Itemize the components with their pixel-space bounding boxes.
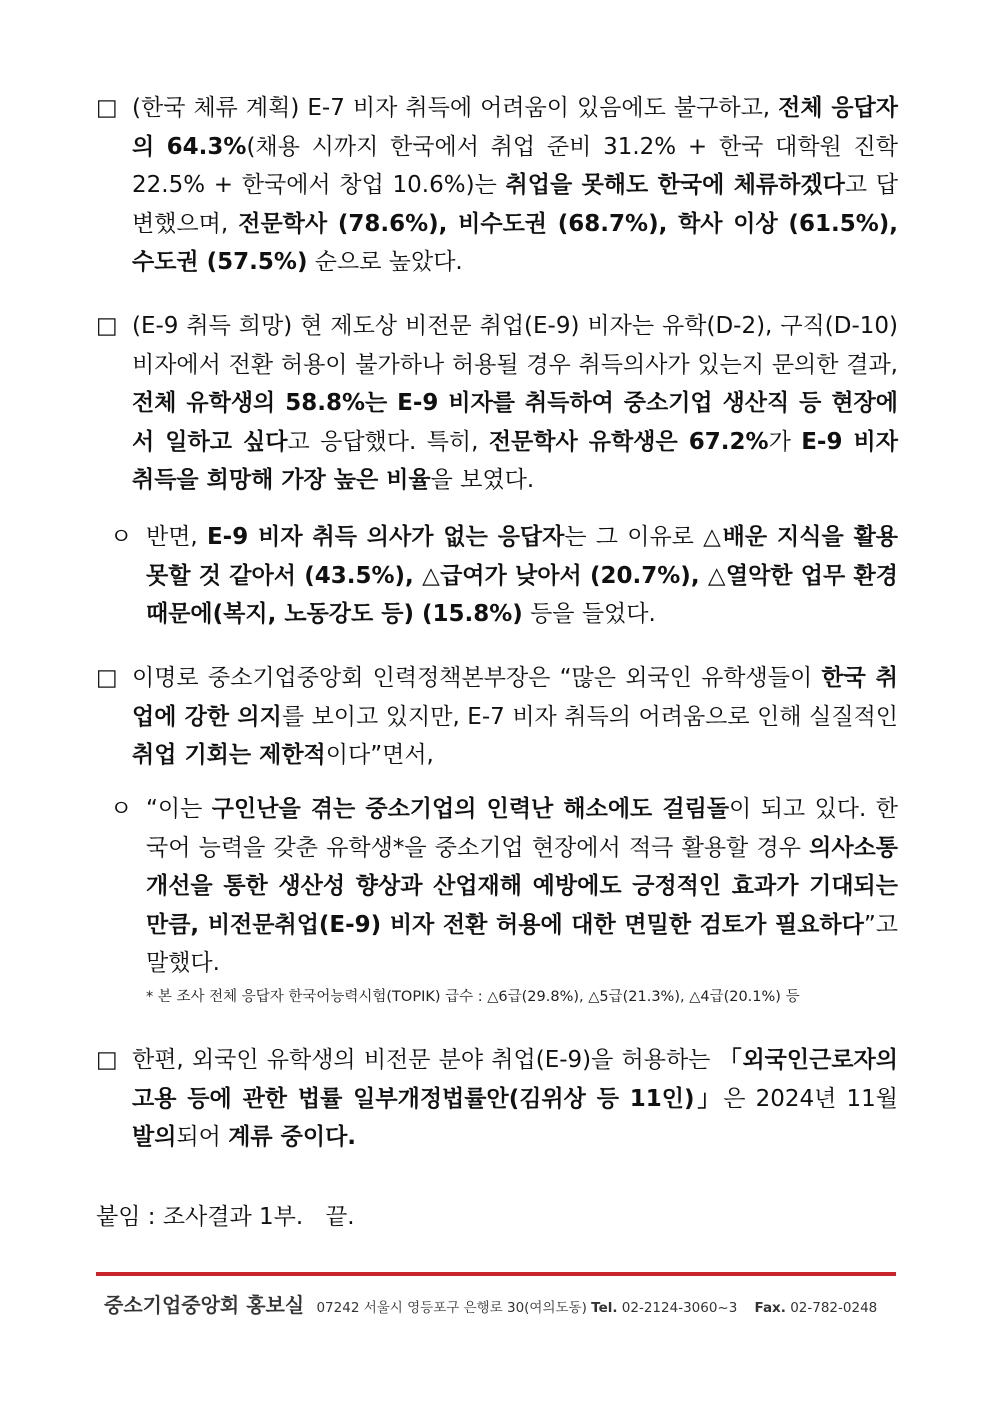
bold-segment: 한국 취업에 강한 의지 — [132, 665, 898, 730]
text-segment: 를 보이고 있지만, E-7 비자 취득의 어려움으로 인해 실질적인 — [281, 703, 899, 730]
paragraph-body — [132, 659, 898, 775]
bold-segment: E-9 비자 취득을 희망해 가장 높은 비율 — [132, 428, 898, 493]
bold-segment: 취업 기회는 제한적 — [132, 742, 326, 768]
footer-tel-label: Tel. — [591, 1300, 618, 1316]
text-segment: 고 응답했다. 특히, — [287, 428, 489, 455]
text-segment: (E-9 취득 희망) 현 제도상 비전문 취업(E-9) 비자는 유학(D-2), 구직(D-10) 비자에서 전환 허용이 불가하나 허용될 경우 취득의사가 있는지 문의한 결과, — [132, 313, 898, 378]
square-bullet: □ — [96, 665, 118, 691]
attachment-closing: 붙임 : 조사결과 1부. 끝. — [96, 1204, 355, 1230]
text-segment: 을 보였다. — [430, 467, 535, 493]
text-segment: 이명로 중소기업중앙회 인력정책본부장은 “많은 외국인 유학생들이 — [132, 665, 822, 691]
text-segment: (한국 체류 계획) E-7 비자 취득에 어려움이 있음에도 불구하고, — [132, 95, 779, 121]
paragraph-e9-hope — [96, 307, 898, 500]
text-segment: 되어 — [176, 1124, 229, 1150]
paragraph-body — [146, 518, 898, 634]
footer-fax-label: Fax. — [754, 1300, 786, 1316]
bold-segment: 계류 중이다. — [228, 1124, 357, 1150]
bold-segment: 전문학사 유학생은 67.2% — [488, 428, 769, 455]
bold-segment: 전체 응답자의 64.3% — [132, 95, 898, 160]
text-segment: (채용 시까지 한국에서 취업 준비 31.2% + 한국 대학원 진학 22.5% + 한국에서 창업 10.6%)는 — [132, 133, 898, 198]
square-bullet: □ — [96, 1047, 118, 1073]
text-segment: “이는 — [146, 796, 212, 822]
bold-segment: 발의 — [132, 1124, 177, 1150]
text-segment: 한편, 외국인 유학생의 비전문 분야 취업(E-9)을 허용하는 — [132, 1047, 719, 1073]
footnote-topik: * 본 조사 전체 응답자 한국어능력시험(TOPIK) 급수 : △6급(29.8%), △5급(21.3%), △4급(20.1%) 등 — [146, 989, 800, 1005]
text-segment: 는 그 이유로 — [564, 524, 704, 550]
paragraph-body — [132, 307, 898, 500]
text-segment: 은 2024년 11월 — [723, 1085, 899, 1112]
paragraph-quote-intro — [96, 659, 898, 775]
bold-segment: 「외국인근로자의 고용 등에 관한 법률 일부개정법률안(김위상 등 11인)」 — [132, 1047, 898, 1112]
subparagraph-no-intent — [110, 518, 898, 634]
paragraph-body — [132, 1041, 898, 1157]
square-bullet: □ — [96, 95, 118, 121]
footer-org: 중소기업중앙회 홍보실 — [104, 1293, 305, 1317]
text-segment: 고 답변했으며, — [132, 172, 898, 237]
bold-segment: △배운 지식을 활용 못할 것 같아서 (43.5%), △급여가 낮아서 (20.7%), △열악한 업무 환경 때문에(복지, 노동강도 등) (15.8%) — [146, 524, 899, 627]
subparagraph-quote — [110, 790, 898, 983]
bold-segment: 전체 유학생의 58.8%는 E-9 비자를 취득하여 중소기업 생산직 등 현장에서 일하고 싶다 — [132, 390, 898, 455]
paragraph-body — [132, 89, 898, 282]
circle-bullet: ㅇ — [110, 524, 133, 550]
text-segment: 이 되고 있다. 한국어 능력을 갖춘 유학생*을 중소기업 현장에서 적극 활용할 경우 — [146, 796, 898, 861]
footer — [104, 1290, 894, 1323]
bold-segment: 전문학사 (78.6%), 비수도권 (68.7%), 학사 이상 (61.5%), 수도권 (57.5%) — [132, 210, 898, 275]
bold-segment: E-9 비자 취득 의사가 없는 응답자 — [206, 524, 565, 550]
square-bullet: □ — [96, 313, 118, 339]
paragraph-stay-plan — [96, 89, 898, 282]
text-segment: 가 — [768, 428, 802, 455]
bold-segment: 의사소통 개선을 통한 생산성 향상과 산업재해 예방에도 긍정적인 효과가 기대되는 만큼, 비전문취업(E-9) 비자 전환 허용에 대한 면밀한 검토가 필요하다 — [146, 834, 898, 938]
text-segment: 등을 들었다. — [522, 601, 656, 627]
footer-fax: 02-782-0248 — [790, 1300, 878, 1316]
circle-bullet: ㅇ — [110, 796, 133, 822]
bold-segment: 구인난을 겪는 중소기업의 인력난 해소에도 걸림돌 — [211, 796, 730, 822]
text-segment: 반면, — [146, 524, 207, 550]
bold-segment: 취업을 못해도 한국에 체류하겠다 — [505, 172, 845, 198]
footer-divider — [96, 1272, 896, 1276]
footer-address: 07242 서울시 영등포구 은행로 30(여의도동) — [316, 1300, 587, 1316]
text-segment: ”고 말했다. — [146, 911, 898, 976]
paragraph-bill — [96, 1041, 898, 1157]
paragraph-body — [146, 790, 898, 983]
text-segment: 이다”면서, — [325, 742, 434, 768]
footer-tel: 02-2124-3060~3 — [621, 1300, 738, 1316]
text-segment: 순으로 높았다. — [307, 249, 463, 275]
